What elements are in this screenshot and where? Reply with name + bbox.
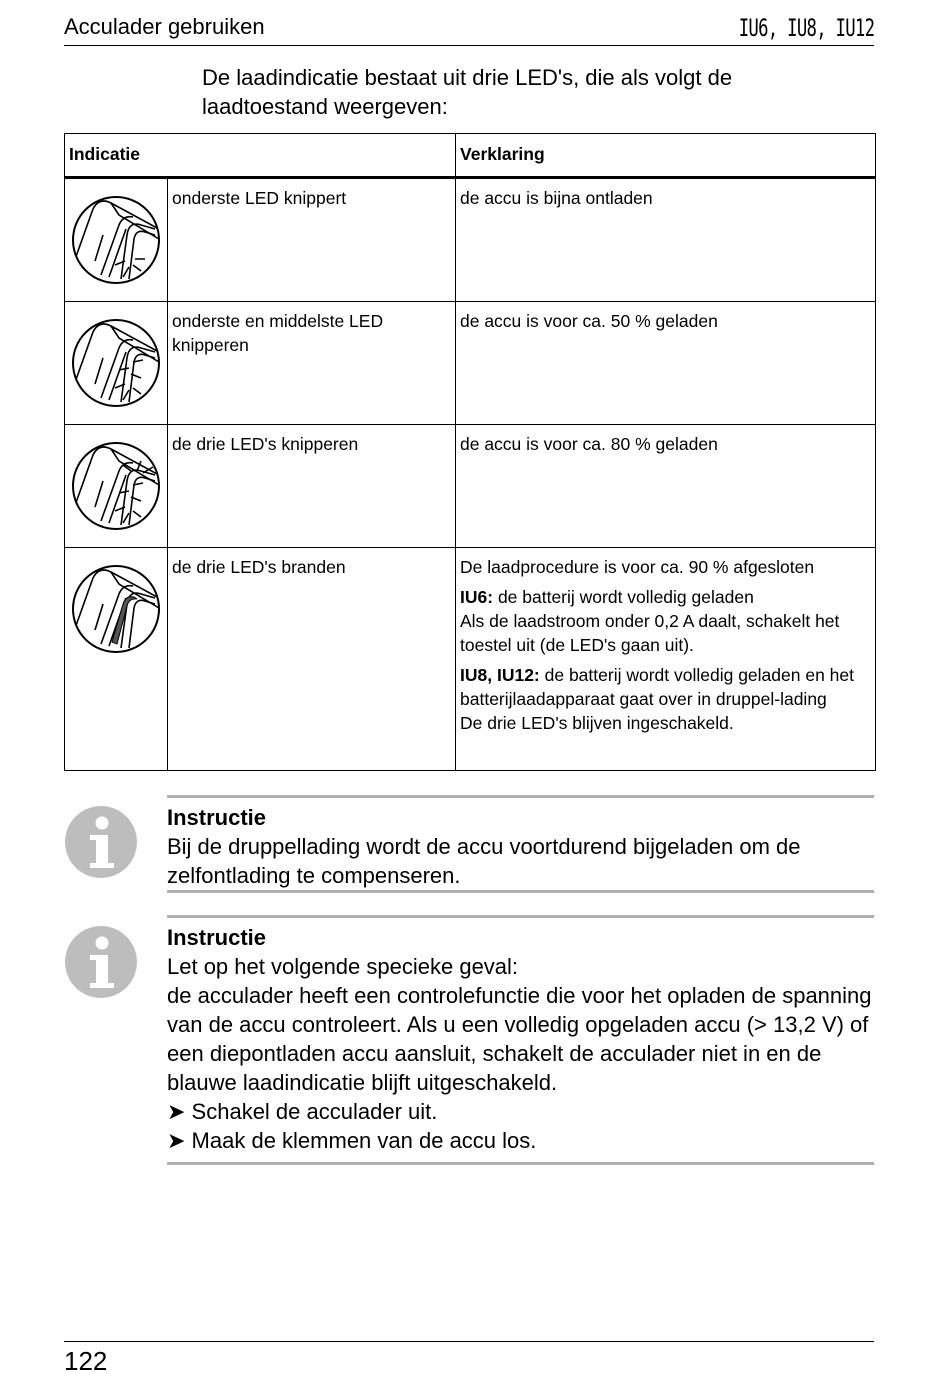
table-header-row: [65, 134, 876, 178]
explanation-iu6: [460, 585, 871, 657]
note-text: de acculader heeft een controlefunctie die voor het opladen de spanning van de accu controleert. Als u een volledig opgeladen accu (> 13,2 V) of een diepontladen accu aansluit, schakelt de acculader niet in en de blauwe laadindicatie blijft uitgeschakeld.: [167, 983, 872, 1095]
instruction-note: [167, 795, 874, 893]
action-step: ➤ Maak de klemmen van de accu los.: [167, 1126, 874, 1155]
action-step: ➤ Schakel de acculader uit.: [167, 1097, 874, 1126]
table-row: [65, 178, 876, 302]
led-bottom-blinking-icon: [71, 195, 161, 285]
explanation-cell: de accu is voor ca. 80 % geladen: [456, 425, 876, 548]
indication-icon-cell: [65, 548, 168, 771]
iu8-text: de batterij wordt volledig geladen en het batterijlaadapparaat gaat over in druppel-lading: [460, 665, 855, 709]
table-row: [65, 302, 876, 425]
led-bottom-middle-blinking-icon: [71, 318, 161, 408]
led-all-on-icon: [71, 564, 161, 654]
page-number: 122: [64, 1346, 108, 1376]
indication-icon-cell: [65, 302, 168, 425]
table-row: [65, 548, 876, 771]
model-label-iu6: IU6:: [460, 587, 494, 607]
intro-text: De laadindicatie bestaat uit drie LED's, die als volgt de laadtoestand weergeven:: [202, 65, 733, 119]
led-all-blinking-icon: [71, 441, 161, 531]
footer-divider: [64, 1341, 874, 1342]
note-title: Instructie: [167, 805, 267, 830]
instruction-note: [167, 915, 874, 1165]
info-icon: [64, 925, 138, 999]
model-names: IU6, IU8, IU12: [738, 14, 874, 42]
model-label-iu8-iu12: IU8, IU12:: [460, 665, 540, 685]
indication-icon-cell: [65, 425, 168, 548]
indication-cell: onderste LED knippert: [168, 178, 456, 302]
iu6-text: de batterij wordt volledig geladen: [497, 587, 754, 607]
explanation-cell: [456, 548, 876, 771]
note-text: Bij de druppellading wordt de accu voortdurend bijgeladen om de zelfontlading te compenseren.: [167, 834, 801, 888]
indication-icon-cell: [65, 178, 168, 302]
note-title: Instructie: [167, 925, 267, 950]
explanation-cell: de accu is bijna ontladen: [456, 178, 876, 302]
indication-cell: de drie LED's knipperen: [168, 425, 456, 548]
section-title: Acculader gebruiken: [64, 14, 265, 39]
explanation-main: De laadprocedure is voor ca. 90 % afgesloten: [460, 557, 815, 577]
iu8-text-2: De drie LED's blijven ingeschakeld.: [460, 713, 734, 733]
indication-cell: de drie LED's branden: [168, 548, 456, 771]
column-header-indication: Indicatie: [65, 134, 456, 178]
column-header-explanation: Verklaring: [456, 134, 876, 178]
table-row: [65, 425, 876, 548]
explanation-cell: de accu is voor ca. 50 % geladen: [456, 302, 876, 425]
page-header: [64, 12, 874, 46]
explanation-iu8-iu12: [460, 663, 871, 735]
note-line-1: Let op het volgende specieke geval:: [167, 954, 519, 979]
led-indication-table: [64, 133, 876, 771]
iu6-text-2: Als de laadstroom onder 0,2 A daalt, schakelt het toestel uit (de LED's gaan uit).: [460, 611, 840, 655]
info-icon: [64, 805, 138, 879]
indication-cell: onderste en middelste LED knipperen: [168, 302, 456, 425]
